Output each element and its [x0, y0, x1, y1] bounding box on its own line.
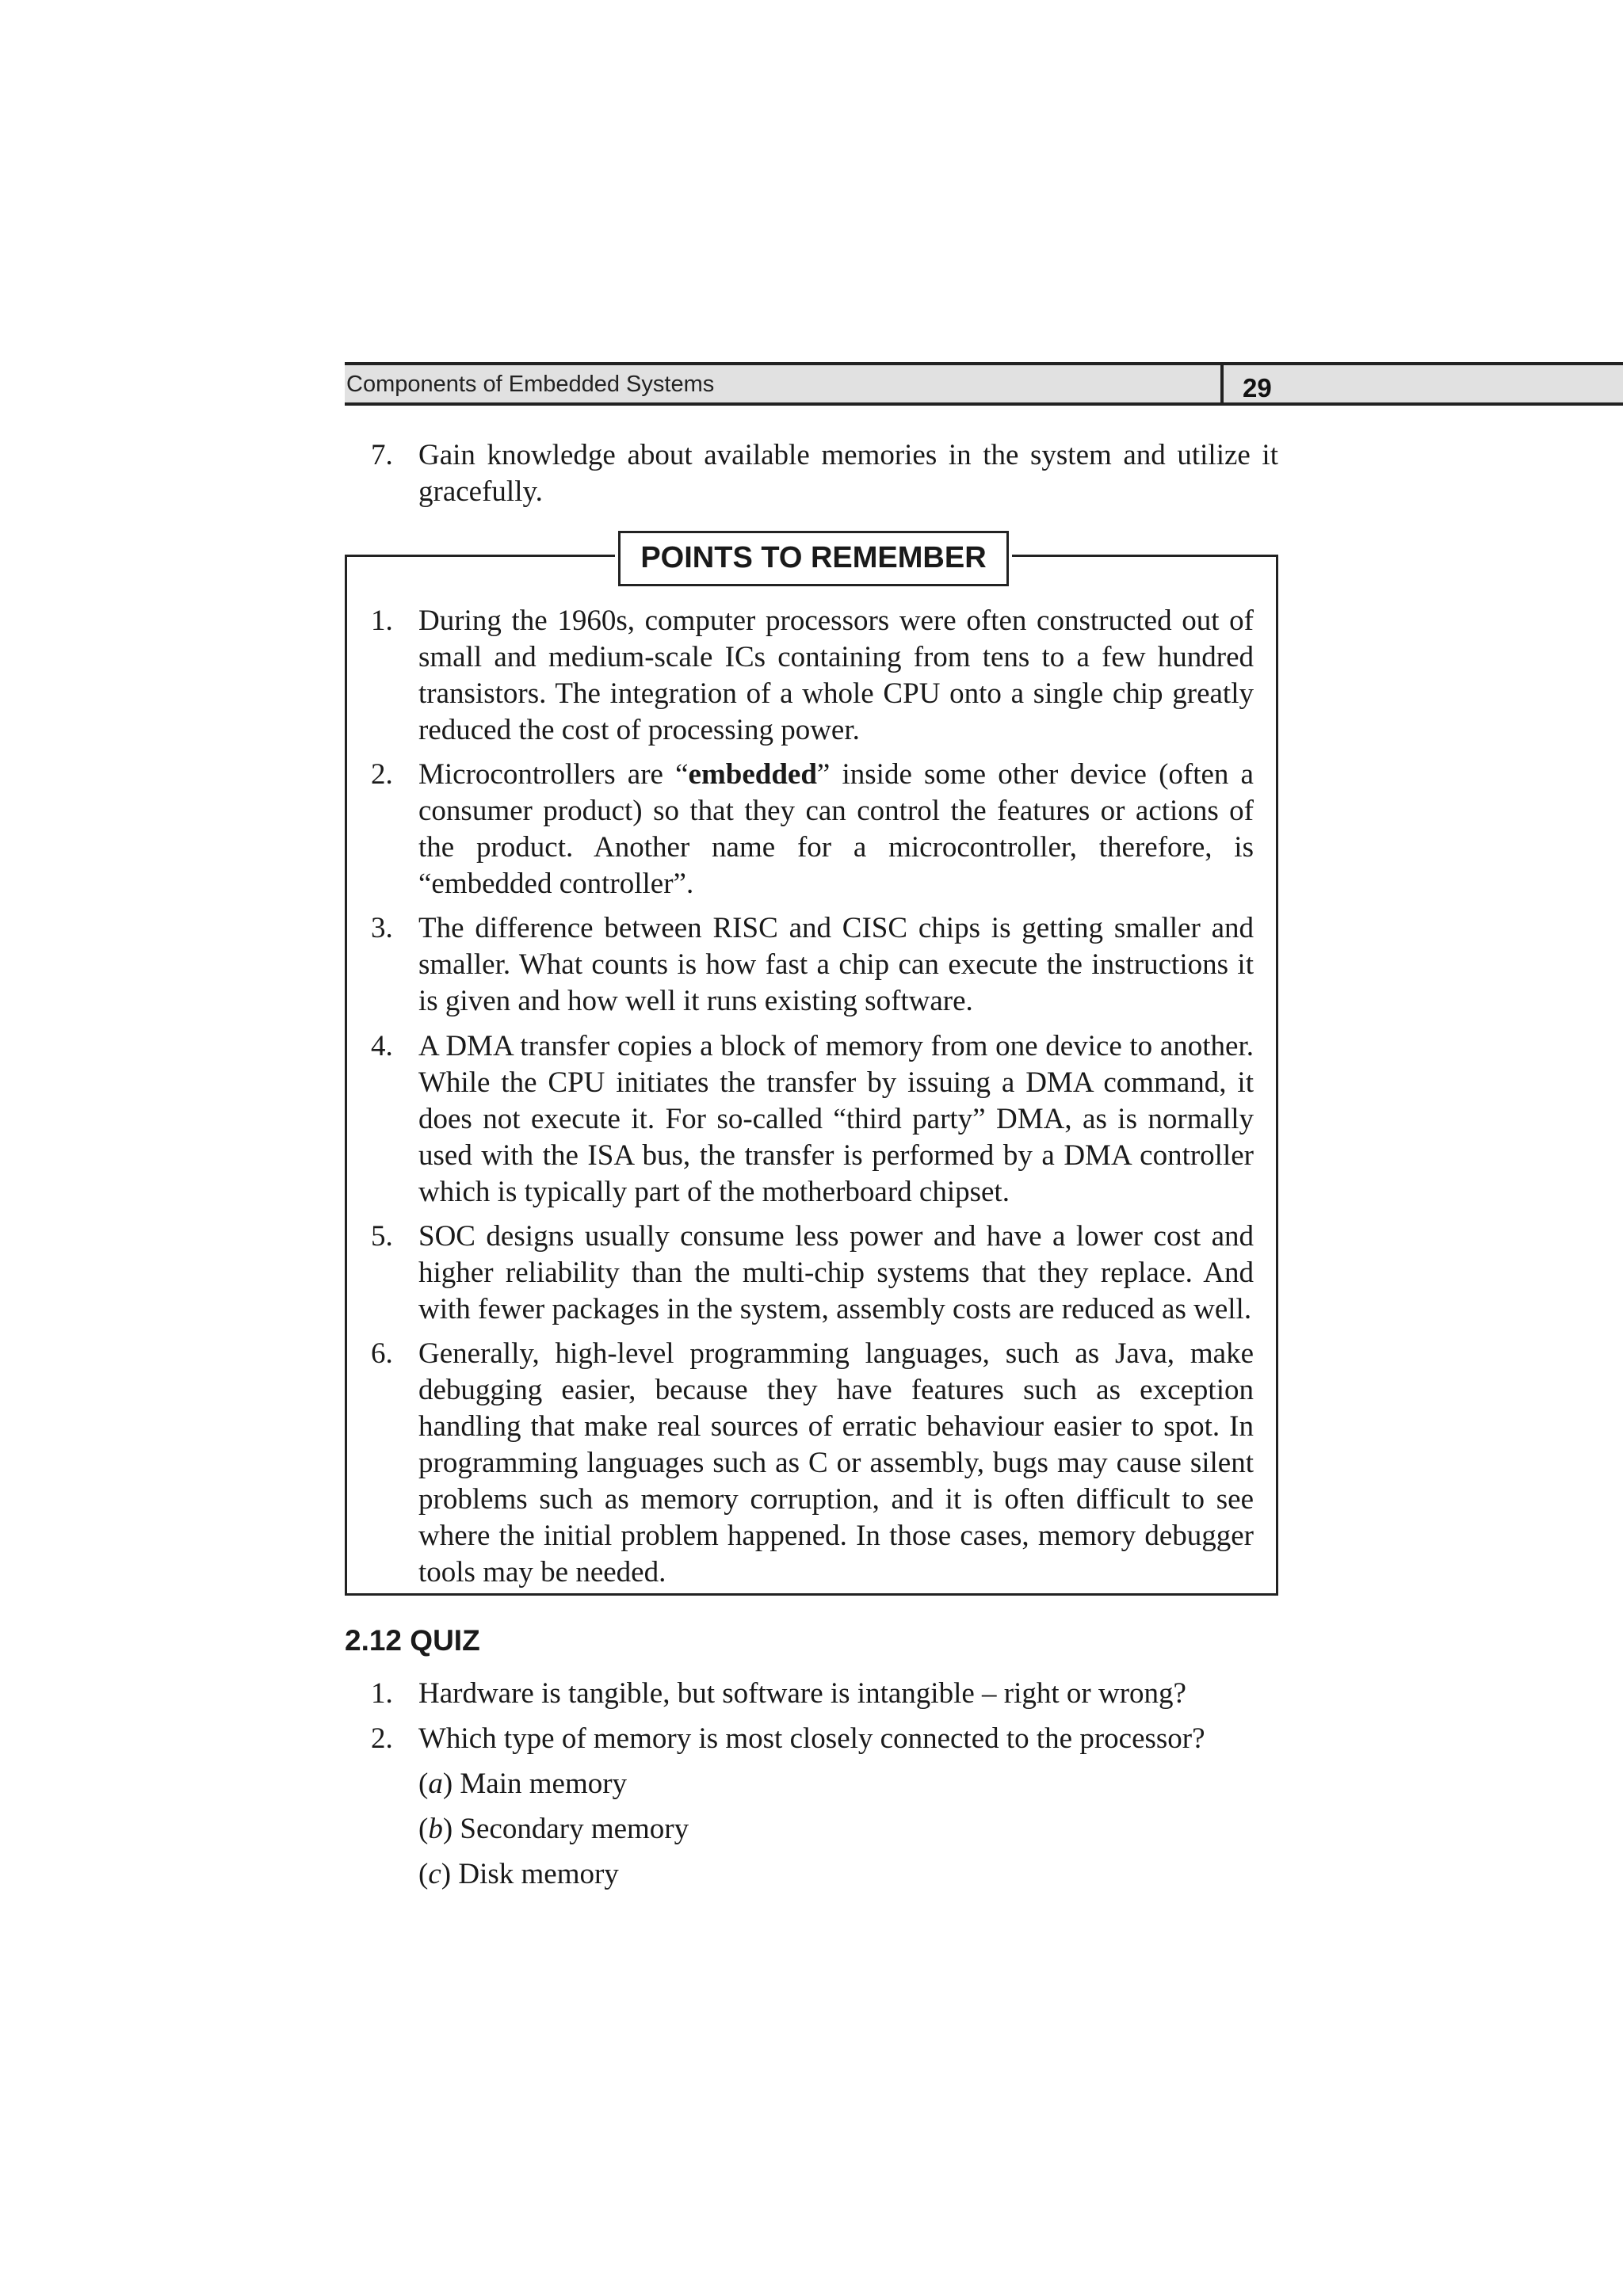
quiz-option: (a) Main memory	[418, 1768, 628, 1800]
header-divider	[1220, 362, 1224, 406]
point-text: During the 1960s, computer processors were often constructed out of small and medium-scale ICs containing from tens to a few hundred transistors. The integration of a whole CPU onto a single chip greatly reduced the cost of processing power.	[418, 605, 1254, 746]
point-number: 5.	[371, 1220, 393, 1253]
emphasis-embedded: embedded	[688, 758, 817, 791]
chapter-title: Components of Embedded Systems	[346, 372, 715, 397]
quiz-question-number: 2.	[371, 1722, 393, 1755]
quiz-question-number: 1.	[371, 1677, 393, 1710]
quiz-question-text: Hardware is tangible, but software is intangible – right or wrong?	[418, 1677, 1186, 1710]
point-number: 3.	[371, 912, 393, 944]
intro-item-text: Gain knowledge about available memories in the system and utilize it gracefully.	[418, 439, 1278, 508]
point-number: 2.	[371, 758, 393, 791]
intro-item-number: 7.	[371, 439, 393, 471]
quiz-question-text: Which type of memory is most closely connected to the processor?	[418, 1722, 1205, 1755]
point-text: Microcontrollers are “embedded” inside some other device (often a consumer product) so that they can control the features or actions of the product. Another name for a microcontroller, therefore, is “embedded controller”.	[418, 758, 1254, 900]
page-number: 29	[1243, 373, 1272, 402]
point-number: 1.	[371, 605, 393, 637]
point-text: A DMA transfer copies a block of memory from one device to another. While the CPU initiates the transfer by issuing a DMA command, it does not execute it. For so-called “third party” DMA, as is normally used with the ISA bus, the transfer is performed by a DMA controller which is typically part of the motherboard chipset.	[418, 1030, 1254, 1208]
section-heading-quiz: 2.12 QUIZ	[345, 1624, 480, 1657]
quiz-option: (b) Secondary memory	[418, 1813, 689, 1845]
points-box-title: POINTS TO REMEMBER	[618, 531, 1009, 586]
point-number: 4.	[371, 1030, 393, 1062]
point-text: The difference between RISC and CISC chips is getting smaller and smaller. What counts is how fast a chip can execute the instructions it is given and how well it runs existing software.	[418, 912, 1254, 1017]
point-number: 6.	[371, 1337, 393, 1370]
quiz-option: (c) Disk memory	[418, 1858, 619, 1890]
point-text: Generally, high-level programming languages, such as Java, make debugging easier, because they have features such as exception handling that make real sources of erratic behaviour easier to spot. In programming languages such as C or assembly, bugs may cause silent problems such as memory corruption, and it is often difficult to see where the initial problem happened. In those cases, memory debugger tools may be needed.	[418, 1337, 1254, 1589]
running-header	[345, 362, 1623, 406]
point-text: SOC designs usually consume less power and have a lower cost and higher reliability than the multi-chip systems that they replace. And with fewer packages in the system, assembly costs are reduced as well.	[418, 1220, 1254, 1325]
